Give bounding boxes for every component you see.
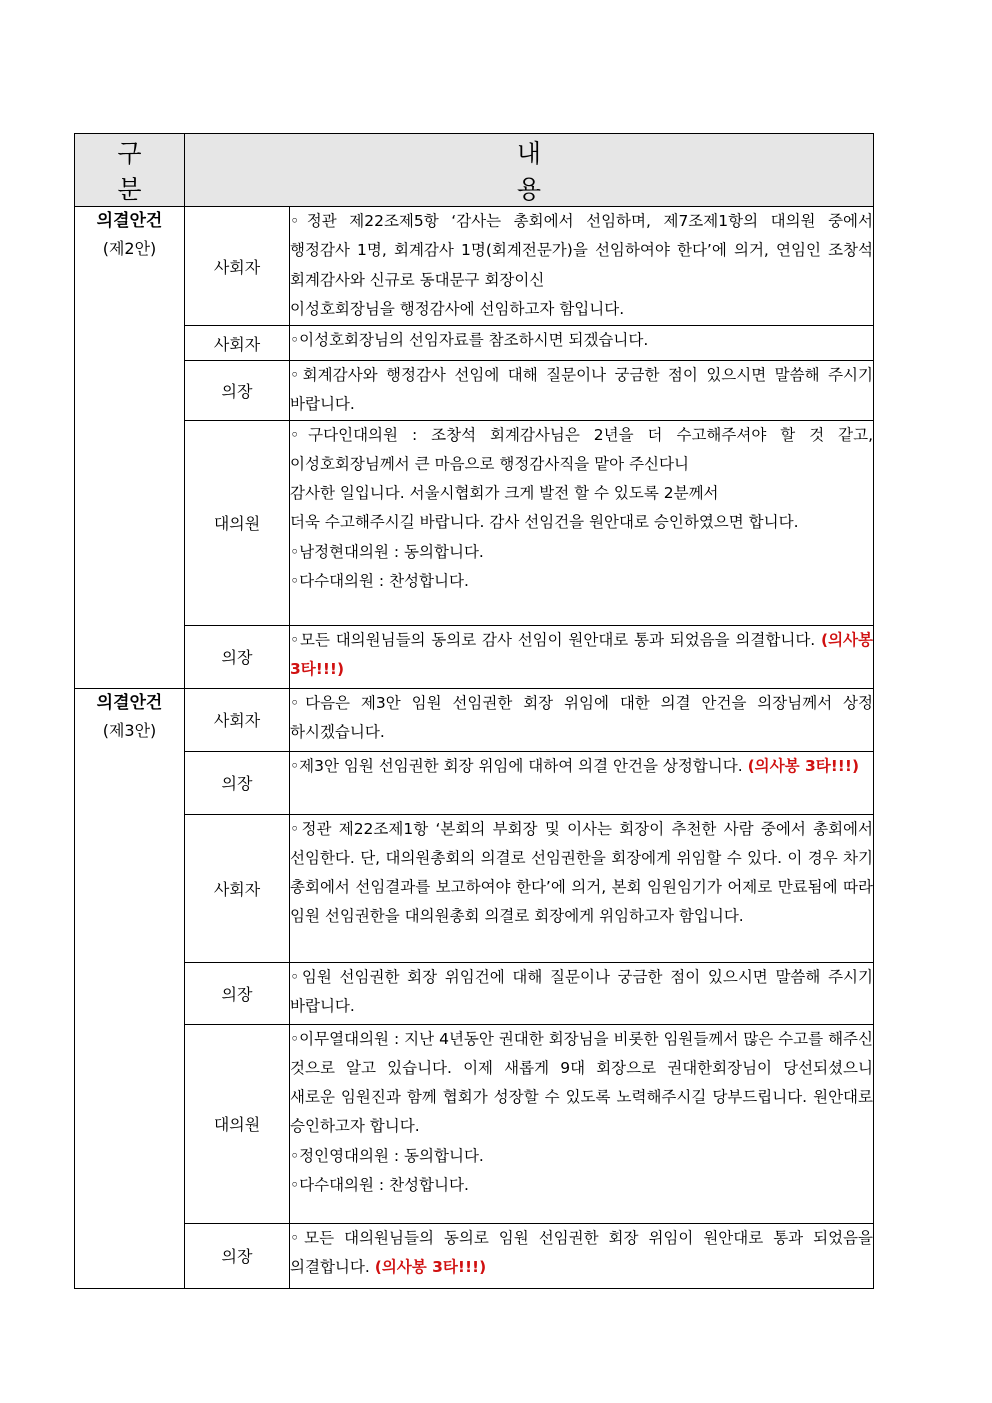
speaker-cell: 대의원 [185, 420, 290, 625]
content-text: 이성호회장님을 행정감사에 선임하고자 함입니다. [290, 299, 625, 318]
speaker-cell: 사회자 [185, 814, 290, 962]
speaker-cell: 대의원 [185, 1024, 290, 1223]
section-title: 의결안건 [96, 692, 163, 713]
content-paragraph [290, 295, 873, 324]
content-text: ◦제3안 임원 선임권한 회장 위임에 대하여 의결 안건을 상정합니다. [290, 756, 748, 775]
gavel-note: (의사봉 3타!!!) [747, 756, 860, 775]
content-cell [290, 361, 874, 421]
header-content: 내 용 [185, 134, 874, 207]
content-paragraph [290, 1142, 873, 1171]
content-text: ◦남정현대의원 : 동의합니다. [290, 542, 484, 561]
gavel-note: (의사봉 3타!!!) [290, 630, 873, 678]
content-text: 감사한 일입니다. 서울시협회가 크게 발전 할 수 있도록 2분께서 [290, 484, 719, 503]
content-cell [290, 207, 874, 326]
content-text: ◦모든 대의원님들의 동의로 임원 선임권한 회장 위임이 원안대로 통과 되었음을 의결합니다. [290, 1228, 873, 1276]
content-cell [290, 420, 874, 625]
header-row [75, 134, 874, 207]
table-row [75, 420, 874, 625]
content-text: ◦회계감사와 행정감사 선임에 대해 질문이나 궁금한 점이 있으시면 말씀해 주시기 바랍니다. [290, 366, 873, 414]
content-paragraph [290, 815, 873, 932]
table-row [75, 751, 874, 814]
table-row [75, 688, 874, 751]
content-cell [290, 1024, 874, 1223]
content-text: ◦다수대의원 : 찬성합니다. [290, 1176, 469, 1195]
content-cell [290, 688, 874, 751]
section-label [75, 207, 185, 689]
section-subtitle: (제2안) [102, 239, 157, 258]
content-paragraph [290, 508, 873, 537]
speaker-cell: 사회자 [185, 326, 290, 361]
table-row [75, 207, 874, 326]
content-paragraph [290, 1171, 873, 1200]
content-paragraph [290, 207, 873, 295]
content-text: 더욱 수고해주시길 바랍니다. 감사 선임건을 원안대로 승인하였으면 합니다. [290, 513, 799, 532]
speaker-cell: 의장 [185, 962, 290, 1024]
speaker-cell: 의장 [185, 361, 290, 421]
table-row [75, 1223, 874, 1288]
content-cell [290, 962, 874, 1024]
content-paragraph [290, 421, 873, 480]
content-text: ◦정관 제22조제5항 ‘감사는 총회에서 선임하며, 제7조제1항의 대의원 중에서 행정감사 1명, 회계감사 1명(회계전문가)을 선임하여야 한다’에 의거, 연임인 조창석 회계감사와 신규로 동대문구 회장이신 [290, 212, 873, 289]
speaker-cell: 의장 [185, 751, 290, 814]
content-text: ◦임원 선임권한 회장 위임건에 대해 질문이나 궁금한 점이 있으시면 말씀해 주시기 바랍니다. [290, 967, 873, 1015]
gavel-note: (의사봉 3타!!!) [374, 1257, 487, 1276]
content-paragraph [290, 752, 873, 781]
content-cell [290, 814, 874, 962]
content-cell [290, 625, 874, 688]
content-text: ◦구다인대의원 : 조창석 회계감사님은 2년을 더 수고해주셔야 할 것 같고, 이성호회장님께서 큰 마음으로 행정감사직을 맡아 주신다니 [290, 425, 873, 473]
content-paragraph [290, 538, 873, 567]
speaker-cell: 의장 [185, 625, 290, 688]
section-title: 의결안건 [96, 211, 163, 231]
content-text: ◦다수대의원 : 찬성합니다. [290, 572, 469, 591]
content-paragraph [290, 326, 873, 355]
header-category: 구 분 [75, 134, 185, 207]
content-paragraph [290, 626, 873, 685]
content-paragraph [290, 1224, 873, 1283]
content-paragraph [290, 1025, 873, 1142]
table-row [75, 962, 874, 1024]
content-paragraph [290, 689, 873, 748]
table-body [75, 207, 874, 1289]
minutes-table [74, 133, 874, 1289]
table-row [75, 625, 874, 688]
table-row [75, 326, 874, 361]
content-text: ◦정관 제22조제1항 ‘본회의 부회장 및 이사는 회장이 추천한 사람 중에서 총회에서 선임한다. 단, 대의원총회의 의결로 선임권한을 회장에게 위임할 수 있다. 이 경우 차기 총회에서 선임결과를 보고하여야 한다’에 의거, 본회 임원임기가 어제로 만료됨에 따라 임원 선임권한을 대의원총회 의결로 회장에게 위임하고자 함입니다. [290, 819, 873, 926]
table-row [75, 814, 874, 962]
content-cell [290, 326, 874, 361]
content-cell [290, 1223, 874, 1288]
content-text: ◦정인영대의원 : 동의합니다. [290, 1146, 484, 1165]
content-paragraph [290, 963, 873, 1022]
content-text: ◦이성호회장님의 선임자료를 참조하시면 되겠습니다. [290, 331, 649, 349]
speaker-cell: 의장 [185, 1223, 290, 1288]
content-text: ◦다음은 제3안 임원 선임권한 회장 위임에 대한 의결 안건을 의장님께서 상정 하시겠습니다. [290, 693, 873, 741]
table-row [75, 361, 874, 421]
speaker-cell: 사회자 [185, 207, 290, 326]
section-subtitle: (제3안) [102, 720, 157, 740]
section-label [75, 688, 185, 1288]
table-row [75, 1024, 874, 1223]
content-paragraph [290, 361, 873, 420]
content-paragraph [290, 479, 873, 508]
content-cell [290, 751, 874, 814]
content-text: ◦모든 대의원님들의 동의로 감사 선임이 원안대로 통과 되었음을 의결합니다. [290, 630, 821, 649]
content-text: ◦이무열대의원 : 지난 4년동안 권대한 회장님을 비롯한 임원들께서 많은 수고를 해주신 것으로 알고 있습니다. 이제 새롭게 9대 회장으로 권대한회장님이 당선되셨으니 새로운 임원진과 함께 협회가 성장할 수 있도록 노력해주시길 당부드립니다. 원안대로 승인하고자 합니다. [290, 1029, 873, 1136]
content-paragraph [290, 567, 873, 596]
speaker-cell: 사회자 [185, 688, 290, 751]
